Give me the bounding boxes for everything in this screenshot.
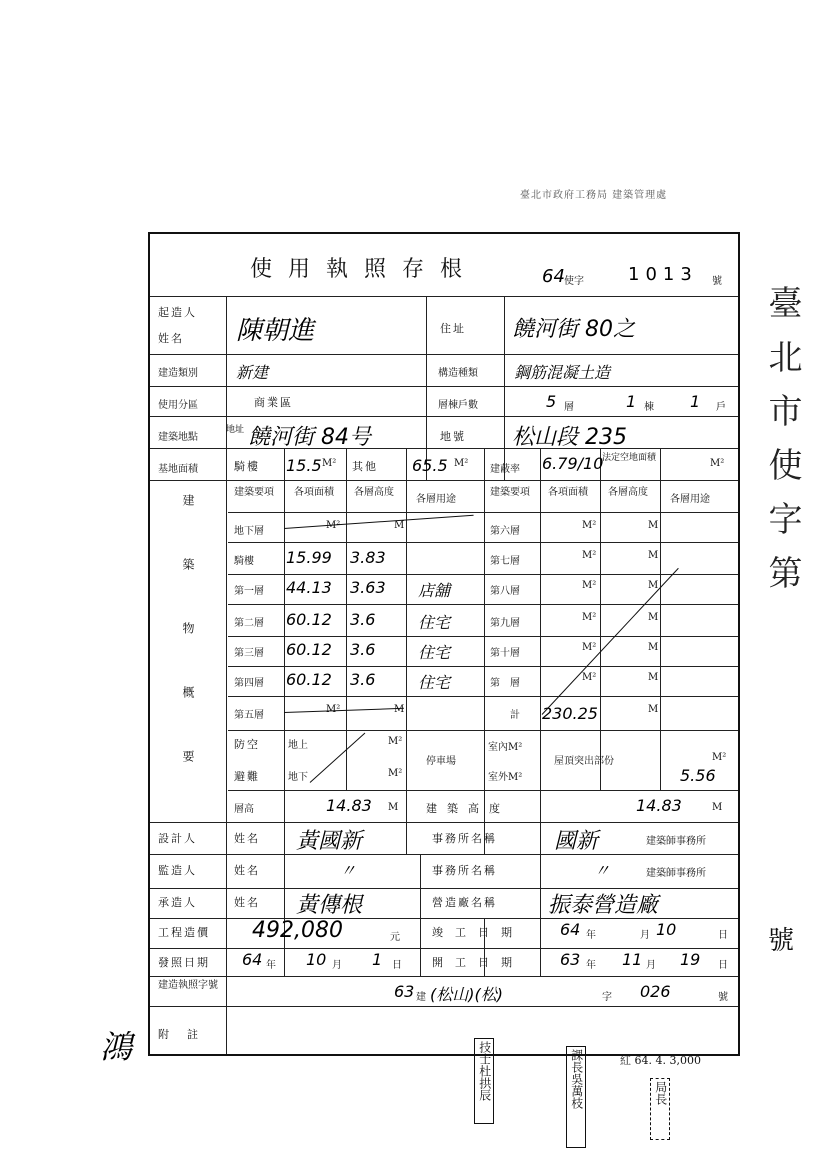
f3-height: 3.6	[350, 640, 376, 659]
f7-height-unit: M	[648, 550, 659, 561]
f10-height-unit: M	[648, 642, 659, 653]
start-day-unit: 日	[718, 960, 728, 971]
finish-year-unit: 年	[586, 930, 596, 941]
units-unit: 戶	[716, 402, 726, 413]
row-floor-4: 第四層	[234, 678, 264, 689]
label-contractor-firm: 營造廠名稱	[432, 896, 497, 909]
start-month-unit: 月	[646, 960, 656, 971]
label-site-location: 建築地點	[158, 432, 198, 443]
finish-month-unit: 月	[640, 930, 650, 941]
issue-year-unit: 年	[266, 960, 276, 971]
label-roof: 屋頂突出部份	[554, 756, 614, 767]
label-designer: 設計人	[158, 832, 197, 845]
issue-day-unit: 日	[392, 960, 402, 971]
label-designer-office: 事務所名稱	[432, 832, 497, 845]
supervisor-name: 〃	[340, 861, 357, 880]
label-cost: 工程造價	[158, 926, 210, 939]
permit-number: 1013	[628, 264, 698, 285]
stamp-director: 局長	[650, 1078, 670, 1140]
label-contractor-name: 姓名	[234, 896, 260, 909]
supervisor-arch-office: 建築師事務所	[646, 868, 706, 879]
other-unit: M²	[454, 458, 469, 469]
side-stamp: 臺北市使字第	[762, 285, 802, 609]
use-zone: 商業區	[254, 396, 293, 409]
form-title: 使用執照存根	[250, 257, 479, 282]
cost: 492,080	[252, 918, 343, 943]
finish-year: 64	[560, 920, 581, 939]
start-day: 19	[680, 950, 701, 969]
f5-height-unit: M	[394, 704, 405, 715]
total-area: 230.25	[542, 704, 598, 723]
f1-height: 3.63	[350, 578, 386, 597]
row-floor-n: 第 層	[490, 678, 520, 689]
f2-area: 60.12	[286, 610, 332, 629]
buildings-count: 1	[626, 392, 637, 411]
f3-area: 60.12	[286, 640, 332, 659]
label-address: 住址	[440, 322, 466, 335]
label-applicant-name: 姓名	[158, 332, 184, 345]
f2-height: 3.6	[350, 610, 376, 629]
open-space-unit: M²	[710, 458, 725, 469]
contractor-firm: 振泰營造廠	[548, 893, 659, 918]
applicant-address: 饒河街 80之	[512, 317, 635, 342]
row-floor-9: 第九層	[490, 618, 520, 629]
f5-area-unit: M²	[326, 704, 341, 715]
finish-month: 10	[656, 920, 677, 939]
row-floor-6: 第六層	[490, 526, 520, 537]
below-unit: M²	[388, 768, 403, 779]
col-use-2: 各層用途	[670, 494, 710, 505]
row-floor-2: 第二層	[234, 618, 264, 629]
supervisor-office: 〃	[594, 861, 611, 880]
arcade-unit: M²	[322, 458, 337, 469]
building-height: 14.83	[636, 796, 682, 815]
issue-month: 10	[306, 950, 327, 969]
col-height: 各層高度	[354, 487, 394, 498]
label-floors-units: 層棟戶數	[438, 400, 478, 411]
above-unit: M²	[388, 736, 403, 747]
label-supervisor: 監造人	[158, 864, 197, 877]
label-start-date: 開工日期	[432, 956, 524, 969]
row-floor-7: 第七層	[490, 556, 520, 567]
label-storey-height: 層高	[234, 804, 254, 815]
applicant-name: 陳朝進	[236, 316, 315, 346]
f3-use: 住宅	[418, 643, 451, 662]
designer-office: 國新	[554, 829, 599, 854]
permit-number-value: 026	[640, 982, 671, 1001]
label-air-defense: 防空	[234, 738, 260, 751]
label-outdoor: 室外M²	[488, 772, 523, 783]
total-height-unit: M	[648, 704, 659, 715]
f8-height-unit: M	[648, 580, 659, 591]
arcade-area: 15.5	[286, 456, 322, 475]
storey-height: 14.83	[326, 796, 372, 815]
cost-unit: 元	[390, 932, 400, 943]
permit-form	[148, 232, 740, 1056]
col-use: 各層用途	[416, 494, 456, 505]
col-area: 各項面積	[294, 487, 334, 498]
f1-use: 店舖	[418, 581, 451, 600]
site-address: 饒河街 84号	[248, 425, 371, 450]
permit-year: 63	[394, 982, 415, 1001]
floors-count: 5	[546, 392, 557, 411]
f10-area-unit: M²	[582, 642, 597, 653]
row-floor-3: 第三層	[234, 648, 264, 659]
coverage: 6.79/10	[542, 454, 604, 473]
label-applicant: 起造人	[158, 306, 197, 319]
f9-height-unit: M	[648, 612, 659, 623]
top-stamp: 臺北市政府工務局 建築管理處	[520, 190, 668, 201]
designer-arch-office: 建築師事務所	[646, 836, 706, 847]
label-above: 地上	[288, 740, 308, 751]
stamp-section-chief: 課長吳萬枝	[566, 1046, 586, 1148]
issue-month-unit: 月	[332, 960, 342, 971]
col-height-2: 各層高度	[608, 487, 648, 498]
label-indoor: 室內M²	[488, 742, 523, 753]
lot-no: 松山段 235	[512, 425, 627, 450]
stamp-engineer: 技士杜拱辰	[474, 1038, 494, 1124]
label-lot-no: 地號	[440, 430, 466, 443]
row-arcade: 騎樓	[234, 556, 254, 567]
building-height-unit: M	[712, 802, 723, 813]
f6-height-unit: M	[648, 520, 659, 531]
label-finish-date: 竣工日期	[432, 926, 524, 939]
print-note: 紅 64. 4. 3,000	[620, 1054, 701, 1067]
f1-area: 44.13	[286, 578, 332, 597]
label-structure: 構造種類	[438, 368, 478, 379]
fn-area-unit: M²	[582, 672, 597, 683]
col-item-2: 建築要項	[490, 487, 530, 498]
buildings-unit: 棟	[644, 402, 654, 413]
fn-height-unit: M	[648, 672, 659, 683]
label-site-address: 地址	[226, 425, 245, 435]
issue-year: 64	[242, 950, 263, 969]
label-building-type: 建造類別	[158, 368, 198, 379]
start-year: 63	[560, 950, 581, 969]
label-open-space: 法定空地面積	[602, 453, 657, 463]
roof-unit: M²	[712, 752, 727, 763]
label-supervisor-name: 姓名	[234, 864, 260, 877]
f9-area-unit: M²	[582, 612, 597, 623]
structure-type: 鋼筋混凝土造	[514, 363, 611, 382]
side-note: 號	[768, 926, 795, 956]
label-refuge: 避難	[234, 770, 260, 783]
arcade-floor-height: 3.83	[350, 548, 386, 567]
number-suffix: 號	[712, 276, 722, 287]
row-floor-8: 第八層	[490, 586, 520, 597]
number-prefix: 64	[542, 266, 565, 287]
permit-build: 建	[416, 992, 426, 1003]
row-total: 計	[510, 710, 520, 721]
f6-area-unit: M²	[582, 520, 597, 531]
label-land-area: 基地面積	[158, 464, 198, 475]
label-use-zone: 使用分區	[158, 400, 198, 411]
start-month: 11	[622, 950, 643, 969]
label-building-height: 建築高度	[426, 802, 510, 815]
label-contractor: 承造人	[158, 896, 197, 909]
label-other: 其他	[352, 460, 378, 473]
contractor-name: 黃傳根	[296, 893, 363, 918]
label-issue-date: 發照日期	[158, 956, 210, 969]
col-area-2: 各項面積	[548, 487, 588, 498]
f8-area-unit: M²	[582, 580, 597, 591]
f4-height: 3.6	[350, 670, 376, 689]
label-supervisor-office: 事務所名稱	[432, 864, 497, 877]
label-building-summary: 建築物概要	[181, 494, 195, 814]
basement-area-unit: M²	[326, 520, 341, 531]
start-year-unit: 年	[586, 960, 596, 971]
col-item: 建築要項	[234, 487, 274, 498]
label-coverage: 建蔽率	[490, 464, 520, 475]
f4-area: 60.12	[286, 670, 332, 689]
permit-zi: 字	[602, 992, 612, 1003]
issue-day: 1	[372, 950, 383, 969]
label-arcade: 騎樓	[234, 460, 260, 473]
row-floor-10: 第十層	[490, 648, 520, 659]
number-type: 使字	[564, 276, 584, 287]
designer-name: 黃國新	[296, 829, 363, 854]
other-area: 65.5	[412, 456, 448, 475]
permit-place: (松山)(松)	[430, 985, 503, 1004]
label-remarks: 附註	[158, 1028, 216, 1041]
building-type: 新建	[236, 363, 269, 382]
f2-use: 住宅	[418, 613, 451, 632]
units-count: 1	[690, 392, 701, 411]
row-floor-5: 第五層	[234, 710, 264, 721]
finish-day-unit: 日	[718, 930, 728, 941]
label-below: 地下	[288, 772, 308, 783]
label-designer-name: 姓名	[234, 832, 260, 845]
f4-use: 住宅	[418, 673, 451, 692]
arcade-floor-area: 15.99	[286, 548, 332, 567]
storey-height-unit: M	[388, 802, 399, 813]
roof-area: 5.56	[680, 766, 716, 785]
label-permit-no: 建造執照字號	[158, 980, 218, 991]
basement-height-unit: M	[394, 520, 405, 531]
floors-unit: 層	[564, 402, 574, 413]
label-parking: 停車場	[426, 756, 456, 767]
permit-hao: 號	[718, 992, 728, 1003]
f7-area-unit: M²	[582, 550, 597, 561]
row-floor-1: 第一層	[234, 586, 264, 597]
row-basement: 地下層	[234, 526, 264, 537]
margin-note: 鴻	[100, 1028, 133, 1066]
